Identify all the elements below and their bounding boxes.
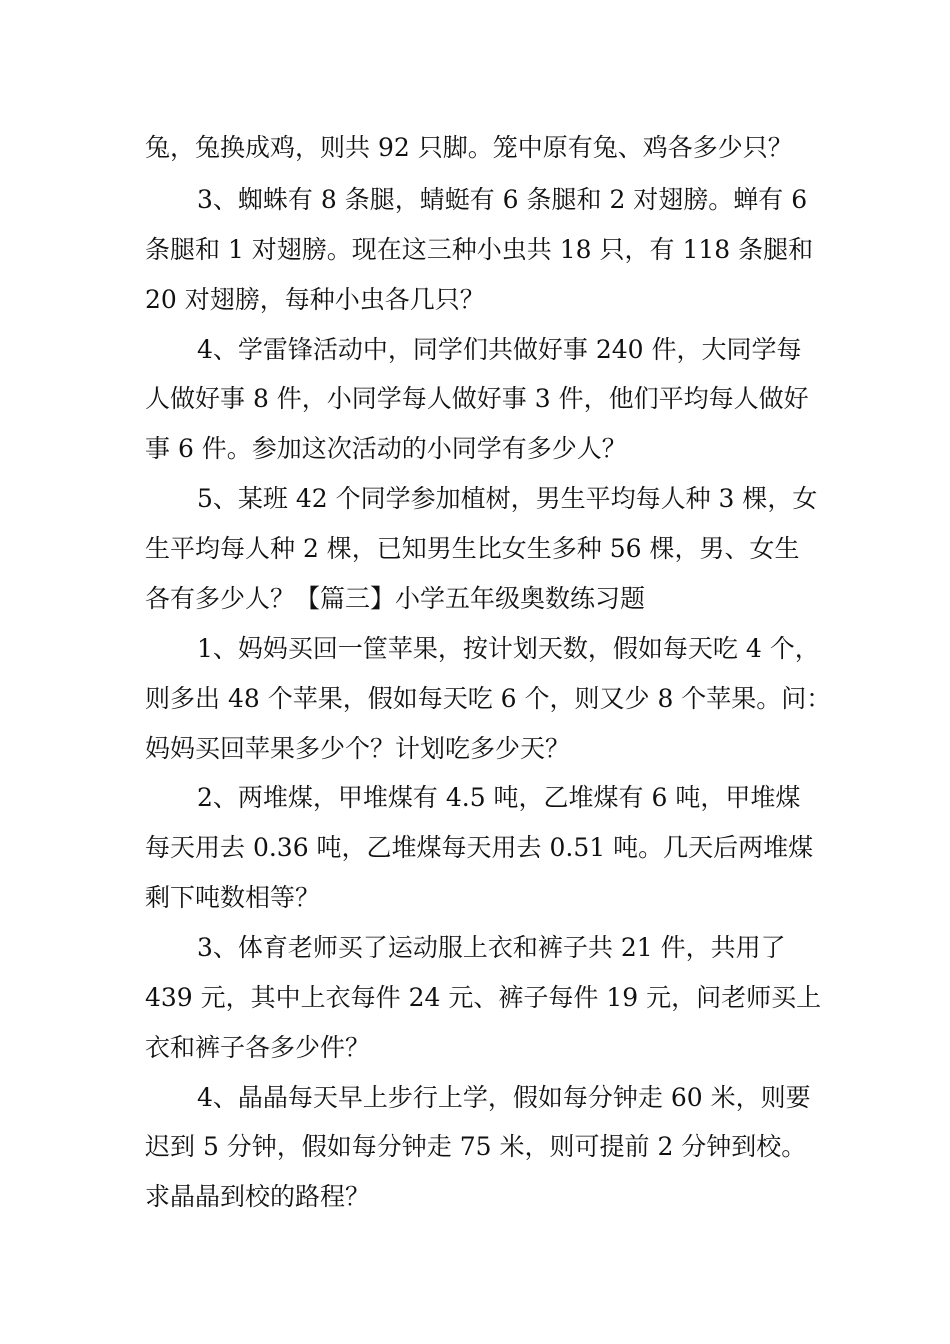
- text-line: 1、妈妈买回一筐苹果，按计划天数，假如每天吃 4 个，: [197, 634, 820, 663]
- text-line: 迟到 5 分钟，假如每分钟走 75 米，则可提前 2 分钟到校。: [145, 1132, 807, 1161]
- text-line: 妈妈买回苹果多少个？计划吃多少天？: [145, 734, 571, 763]
- text-line: 衣和裤子各多少件？: [145, 1033, 371, 1062]
- text-line: 4、学雷锋活动中，同学们共做好事 240 件，大同学每: [197, 335, 802, 364]
- text-line: 各有多少人？【篇三】小学五年级奥数练习题: [145, 584, 646, 613]
- text-line: 3、蜘蛛有 8 条腿，蜻蜓有 6 条腿和 2 对翅膀。蝉有 6: [197, 185, 808, 214]
- text-line: 求晶晶到校的路程？: [145, 1182, 371, 1211]
- text-line: 2、两堆煤，甲堆煤有 4.5 吨，乙堆煤有 6 吨，甲堆煤: [197, 783, 801, 812]
- text-line: 兔，兔换成鸡，则共 92 只脚。笼中原有兔、鸡各多少只？: [145, 133, 793, 162]
- text-line: 事 6 件。参加这次活动的小同学有多少人？: [145, 434, 627, 463]
- text-line: 439 元，其中上衣每件 24 元、裤子每件 19 元，问老师买上: [145, 983, 822, 1012]
- text-line: 剩下吨数相等？: [145, 883, 321, 912]
- text-line: 4、晶晶每天早上步行上学，假如每分钟走 60 米，则要: [197, 1083, 811, 1112]
- text-line: 20 对翅膀，每种小虫各几只？: [145, 285, 485, 314]
- text-line: 条腿和 1 对翅膀。现在这三种小虫共 18 只，有 118 条腿和: [145, 235, 814, 264]
- text-line: 人做好事 8 件，小同学每人做好事 3 件，他们平均每人做好: [145, 384, 809, 413]
- text-line: 5、某班 42 个同学参加植树，男生平均每人种 3 棵，女: [197, 484, 818, 513]
- text-line: 每天用去 0.36 吨，乙堆煤每天用去 0.51 吨。几天后两堆煤: [145, 833, 814, 862]
- text-line: 则多出 48 个苹果，假如每天吃 6 个，则又少 8 个苹果。问：: [145, 684, 832, 713]
- text-line: 3、体育老师买了运动服上衣和裤子共 21 件，共用了: [197, 933, 786, 962]
- text-line: 生平均每人种 2 棵，已知男生比女生多种 56 棵，男、女生: [145, 534, 800, 563]
